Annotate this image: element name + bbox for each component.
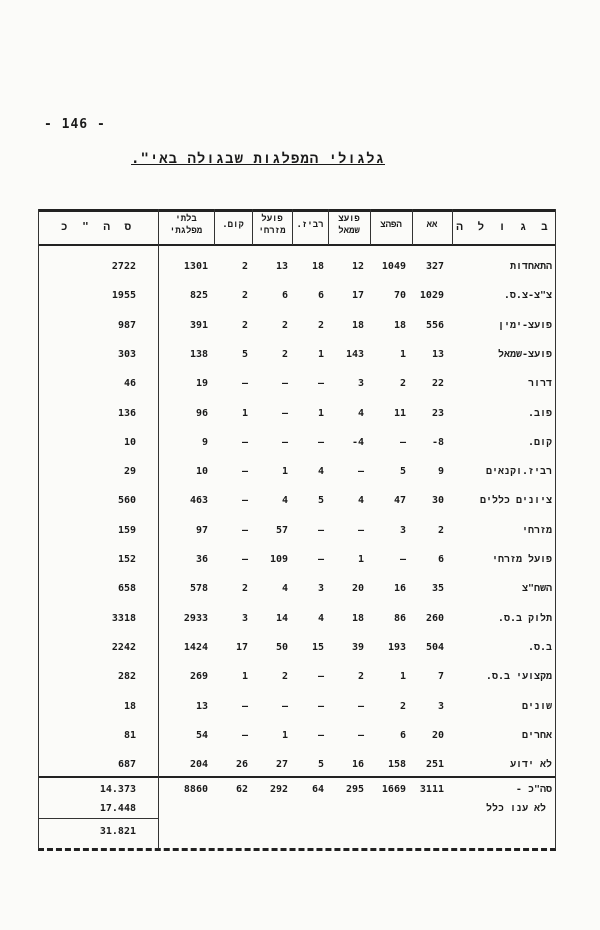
cell-total: 303 (117, 348, 136, 360)
table-row (38, 642, 556, 660)
cell-poalei-left: 20 (351, 583, 364, 595)
cell-unaffiliated: 825 (189, 290, 208, 302)
cell-poalei-left: 12 (351, 261, 364, 272)
cell-golah-name: שונים (521, 700, 552, 712)
cell-unaffiliated: 96 (195, 407, 208, 419)
cell-revisionists: 2 (317, 319, 324, 331)
cell-kom: — (241, 524, 248, 536)
totals-poel-mizrahi: 292 (269, 784, 288, 795)
cell-golah-name: ב.ס. (527, 641, 552, 653)
cell-hapoel: 3 (399, 524, 406, 536)
cell-kom: — (241, 495, 248, 507)
cell-golah-name: אחרים (521, 729, 552, 741)
cell-golah-name: תלוק ב.ס. (497, 612, 552, 624)
header-aa: אא (426, 220, 438, 230)
cell-total: 81 (123, 729, 136, 741)
cell-revisionists: — (317, 671, 324, 683)
cell-unaffiliated: 391 (189, 319, 208, 331)
table-row (38, 408, 556, 426)
cell-aa: 9 (437, 466, 444, 478)
cell-hapoel: 86 (393, 612, 406, 624)
cell-poalei-left: 18 (351, 612, 364, 624)
cell-kom: 2 (241, 583, 248, 595)
table-row (38, 613, 556, 631)
cell-unaffiliated: 204 (189, 759, 208, 771)
header-unaffiliated-line2: מפלגתי (169, 226, 203, 236)
cell-unaffiliated: 578 (189, 583, 208, 595)
totals-revisionists: 64 (311, 784, 324, 795)
cell-poalei-left: — (357, 466, 364, 478)
header-hapoel: הפהצ (380, 220, 402, 230)
header-poel-mizrahi-line1: פועל (261, 214, 283, 224)
cell-hapoel: 6 (399, 729, 406, 741)
cell-unaffiliated: 1424 (183, 641, 208, 653)
cell-unaffiliated: 138 (189, 348, 208, 360)
totals-aa: 3111 (419, 784, 444, 795)
cell-poalei-left: 4 (357, 495, 364, 507)
cell-total: 282 (117, 671, 136, 683)
table-row (38, 261, 556, 279)
cell-poel-mizrahi: — (281, 378, 288, 390)
column-separator (452, 209, 453, 245)
header-revisionists: רביז. (296, 220, 324, 230)
cell-golah-name: השח"צ (521, 583, 552, 595)
cell-aa: 7 (437, 671, 444, 683)
table-row (38, 378, 556, 396)
cell-unaffiliated: 10 (195, 466, 208, 478)
cell-aa: 3 (437, 700, 444, 712)
cell-poel-mizrahi: 1 (281, 466, 288, 478)
cell-kom: — (241, 729, 248, 741)
table-row (38, 525, 556, 543)
cell-total: 987 (117, 319, 136, 331)
cell-hapoel: 5 (399, 466, 406, 478)
cell-kom: — (241, 700, 248, 712)
cell-total: 46 (123, 378, 136, 390)
cell-golah-name: מזרחי (521, 524, 552, 536)
table-row (38, 437, 556, 455)
cell-kom: — (241, 466, 248, 478)
cell-kom: — (241, 378, 248, 390)
cell-revisionists: 18 (311, 261, 324, 272)
cell-poel-mizrahi: — (281, 407, 288, 419)
cell-kom: 17 (235, 641, 248, 653)
header-poalei-left (329, 213, 369, 237)
cell-revisionists: — (317, 554, 324, 565)
table-row (38, 671, 556, 689)
header-unaffiliated (159, 213, 213, 237)
cell-poalei-left: 39 (351, 641, 364, 653)
cell-poalei-left: 3 (357, 378, 364, 390)
cell-poalei-left: — (357, 700, 364, 712)
header-poalei-left-line1: פועצ (338, 214, 360, 224)
totals-poalei-left: 295 (345, 784, 364, 795)
cell-unaffiliated: 13 (195, 700, 208, 712)
cell-poel-mizrahi: 2 (281, 319, 288, 331)
cell-golah-name: מקצועי ב.ס. (485, 671, 552, 683)
table-row (38, 320, 556, 338)
grand-total-divider (38, 818, 158, 819)
cell-total: 152 (117, 554, 136, 565)
cell-hapoel: 193 (387, 641, 406, 653)
cell-unaffiliated: 36 (195, 554, 208, 565)
cell-poel-mizrahi: 109 (269, 554, 288, 565)
cell-poel-mizrahi: 6 (281, 290, 288, 302)
table-row (38, 701, 556, 719)
cell-total: 18 (123, 700, 136, 712)
no-answer-total: 17.448 (99, 803, 136, 814)
cell-total: 2242 (111, 641, 136, 653)
header-divider (38, 244, 556, 246)
no-answer-label: לא ענו כלל (485, 803, 546, 814)
cell-unaffiliated: 2933 (183, 612, 208, 624)
cell-poalei-left: 143 (345, 348, 364, 360)
cell-poalei-left: — (357, 729, 364, 741)
cell-total: 3318 (111, 612, 136, 624)
cell-unaffiliated: 1301 (183, 261, 208, 272)
header-unaffiliated-line1: בלתי (175, 214, 197, 224)
cell-aa: -8 (431, 436, 444, 448)
cell-poel-mizrahi: 14 (275, 612, 288, 624)
table-row (38, 583, 556, 601)
cell-golah-name: קום. (527, 436, 552, 448)
totals-hapoel: 1669 (381, 784, 406, 795)
table-row (38, 730, 556, 748)
cell-revisionists: — (317, 436, 324, 448)
cell-hapoel: 18 (393, 319, 406, 331)
totals-unaffiliated: 8860 (183, 784, 208, 795)
cell-golah-name: פועל מזרחי (491, 554, 552, 565)
cell-hapoel: 47 (393, 495, 406, 507)
table-row (38, 495, 556, 513)
cell-hapoel: 1 (399, 348, 406, 360)
cell-revisionists: 15 (311, 641, 324, 653)
data-table (38, 209, 556, 852)
cell-aa: 556 (425, 319, 444, 331)
totals-kom: 62 (235, 784, 248, 795)
cell-kom: — (241, 554, 248, 565)
cell-poel-mizrahi: 4 (281, 495, 288, 507)
cell-revisionists: 6 (317, 290, 324, 302)
cell-unaffiliated: 97 (195, 524, 208, 536)
table-row (38, 466, 556, 484)
cell-kom: — (241, 436, 248, 448)
table-top-border (38, 209, 556, 212)
cell-poel-mizrahi: 50 (275, 641, 288, 653)
totals-total: 14.373 (99, 784, 136, 795)
cell-poel-mizrahi: 57 (275, 524, 288, 536)
cell-revisionists: 4 (317, 466, 324, 478)
cell-aa: 260 (425, 612, 444, 624)
cell-kom: 1 (241, 671, 248, 683)
table-row (38, 759, 556, 777)
cell-unaffiliated: 19 (195, 378, 208, 390)
cell-revisionists: 1 (317, 348, 324, 360)
cell-aa: 327 (425, 261, 444, 272)
cell-poalei-left: 4 (357, 407, 364, 419)
cell-poalei-left: 17 (351, 290, 364, 302)
header-kom: קום. (222, 220, 244, 230)
cell-kom: 2 (241, 290, 248, 302)
cell-hapoel: 11 (393, 407, 406, 419)
cell-poel-mizrahi: 2 (281, 671, 288, 683)
cell-kom: 2 (241, 319, 248, 331)
cell-total: 658 (117, 583, 136, 595)
page-title: גלגולי המפלגות שבגולה באי". (131, 151, 385, 167)
cell-golah-name: לא ידוע (509, 759, 552, 771)
cell-total: 136 (117, 407, 136, 419)
cell-unaffiliated: 9 (201, 436, 208, 448)
cell-total: 560 (117, 495, 136, 507)
cell-poel-mizrahi: 13 (275, 261, 288, 272)
cell-total: 10 (123, 436, 136, 448)
cell-revisionists: 3 (317, 583, 324, 595)
cell-total: 1955 (111, 290, 136, 302)
cell-unaffiliated: 54 (195, 729, 208, 741)
header-golah: ב ג ו ל ה (456, 220, 552, 233)
cell-poel-mizrahi: 1 (281, 729, 288, 741)
cell-poalei-left: 16 (351, 759, 364, 771)
cell-hapoel: 16 (393, 583, 406, 595)
header-total: ס ה " כ (60, 220, 136, 233)
cell-kom: 5 (241, 348, 248, 360)
cell-hapoel: 158 (387, 759, 406, 771)
cell-poalei-left: — (357, 524, 364, 536)
cell-aa: 504 (425, 641, 444, 653)
cell-revisionists: 5 (317, 495, 324, 507)
cell-total: 29 (123, 466, 136, 478)
cell-aa: 1029 (419, 290, 444, 302)
cell-golah-name: ציונים כללים (479, 495, 552, 507)
cell-kom: 2 (241, 261, 248, 272)
cell-aa: 20 (431, 729, 444, 741)
cell-total: 159 (117, 524, 136, 536)
cell-golah-name: צ"צ-צ.ס. (503, 290, 552, 302)
cell-poel-mizrahi: 4 (281, 583, 288, 595)
cell-poalei-left: 18 (351, 319, 364, 331)
cell-total: 2722 (111, 261, 136, 272)
cell-aa: 13 (431, 348, 444, 360)
cell-revisionists: 1 (317, 407, 324, 419)
cell-golah-name: דרור (527, 378, 552, 390)
cell-hapoel: 1049 (381, 261, 406, 272)
cell-hapoel: — (399, 554, 406, 565)
header-poel-mizrahi-line2: מזרחי (258, 226, 286, 236)
cell-poel-mizrahi: — (281, 700, 288, 712)
cell-poel-mizrahi: 2 (281, 348, 288, 360)
cell-hapoel: 2 (399, 700, 406, 712)
cell-aa: 251 (425, 759, 444, 771)
table-row (38, 554, 556, 572)
cell-revisionists: — (317, 700, 324, 712)
cell-revisionists: 4 (317, 612, 324, 624)
cell-unaffiliated: 269 (189, 671, 208, 683)
cell-golah-name: רביז.וקנאים (485, 466, 552, 478)
header-poalei-left-line2: שמאל (338, 226, 360, 236)
cell-aa: 2 (437, 524, 444, 536)
cell-hapoel: 1 (399, 671, 406, 683)
cell-revisionists: — (317, 378, 324, 390)
cell-aa: 30 (431, 495, 444, 507)
cell-poel-mizrahi: — (281, 436, 288, 448)
cell-revisionists: — (317, 729, 324, 741)
cell-hapoel: 70 (393, 290, 406, 302)
table-row (38, 349, 556, 367)
cell-aa: 6 (437, 554, 444, 565)
cell-revisionists: — (317, 524, 324, 536)
cell-aa: 22 (431, 378, 444, 390)
grand-total: 31.821 (99, 826, 136, 837)
header-poel-mizrahi (253, 213, 291, 237)
page-number: - 146 - (44, 117, 106, 132)
cell-poalei-left: -4 (351, 436, 364, 448)
cell-revisionists: 5 (317, 759, 324, 771)
table-row (38, 290, 556, 308)
cell-poalei-left: 1 (357, 554, 364, 565)
cell-golah-name: פועצ-שמאל (497, 348, 552, 360)
cell-aa: 23 (431, 407, 444, 419)
cell-hapoel: 2 (399, 378, 406, 390)
cell-golah-name: התאחדות (509, 261, 552, 272)
cell-golah-name: פועצ-ימין (497, 319, 552, 331)
cell-total: 687 (117, 759, 136, 771)
table-bottom-border (38, 848, 556, 851)
cell-golah-name: פוב. (527, 407, 552, 419)
cell-kom: 1 (241, 407, 248, 419)
cell-kom: 3 (241, 612, 248, 624)
cell-kom: 26 (235, 759, 248, 771)
cell-aa: 35 (431, 583, 444, 595)
cell-unaffiliated: 463 (189, 495, 208, 507)
cell-poalei-left: 2 (357, 671, 364, 683)
cell-hapoel: — (399, 436, 406, 448)
cell-poel-mizrahi: 27 (275, 759, 288, 771)
totals-label: סה"כ - (515, 784, 552, 795)
